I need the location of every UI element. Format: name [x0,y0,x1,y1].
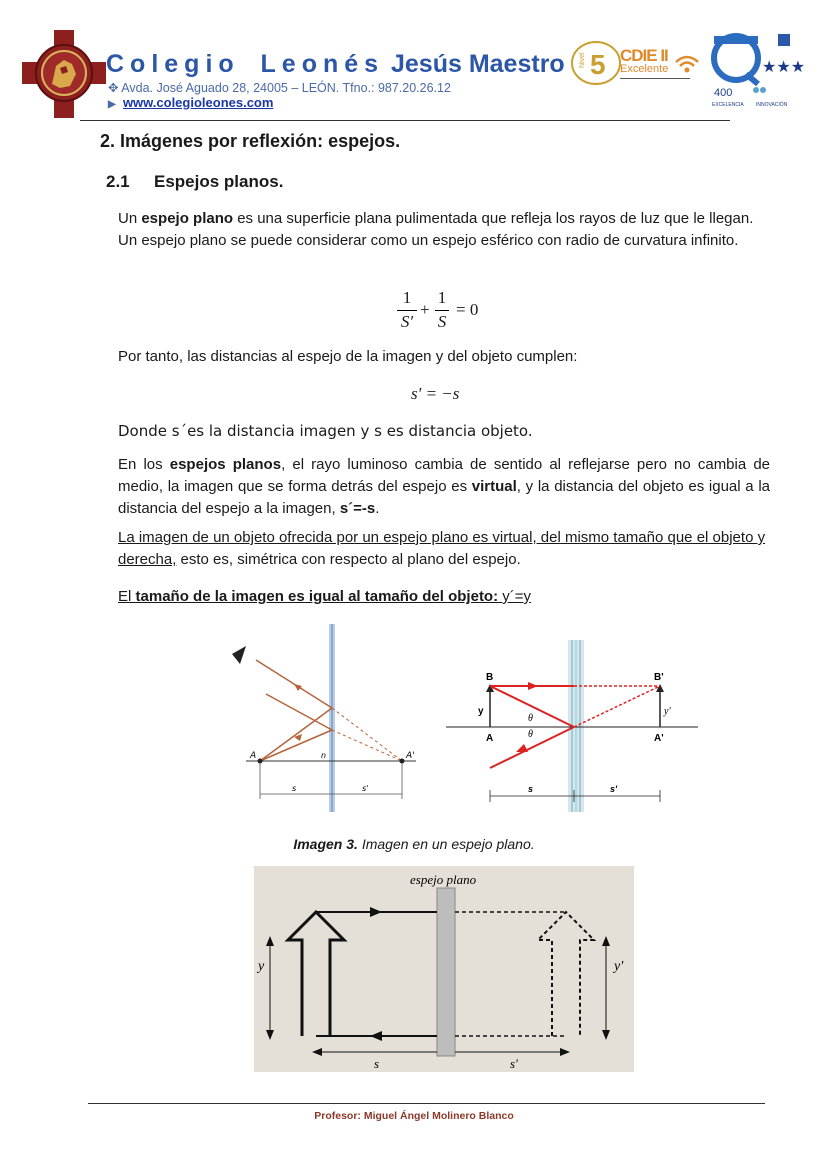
svg-text:θ: θ [528,713,533,724]
arrow-bullet-icon: ▶ [108,99,116,110]
paragraph-plane-mirrors: En los espejos planos, el rayo luminoso cambia de sentido al reflejarse pero no cambia de medio, la imagen que se forma detrás del espejo es virtual, y la distancia del objeto es igual a la distancia del espejo a la imagen, s´=-s. [118,456,771,517]
svg-text:s': s' [610,784,618,794]
formula-s-equals-minus-s: s′ = −s [411,384,460,403]
footer-author: Profesor: Miguel Ángel Molinero Blanco [314,1110,514,1122]
svg-text:θ: θ [528,729,533,740]
svg-text:s': s' [510,1056,518,1071]
svg-text:s: s [292,784,297,793]
svg-text:B': B' [654,672,664,683]
svg-text:400: 400 [714,87,733,99]
nivel-5-badge [570,40,622,86]
svg-text:A: A [486,733,494,744]
formula-mirror-equation: 1 S′ + 1 S = 0 [396,288,506,338]
svg-text:y': y' [664,706,671,717]
school-crest-logo [20,28,108,120]
svg-text:A': A' [654,733,664,744]
svg-text:y: y [258,959,265,974]
svg-text:s: s [374,1056,380,1071]
figure-mirror-object-image [446,640,706,812]
school-name: Colegio Leonés Jesús Maestro [106,50,565,78]
figure-plane-mirror-rays [226,624,426,816]
school-address: ✥ Avda. José Aguado 28, 24005 – LEÓN. Tfno.: 987.20.26.12 [108,81,451,95]
svg-text:espejo plano: espejo plano [410,872,477,887]
school-website [108,95,273,110]
svg-text:s: s [528,784,534,794]
svg-text:★★★: ★★★ [762,57,806,76]
paragraph-size: El tamaño de la imagen es igual al tamaño del objeto: y´=y [118,588,532,605]
svg-text:Nivel: Nivel [579,52,586,68]
svg-text:5: 5 [590,49,606,80]
paragraph-definition: Un espejo plano es una superficie plana pulimentada que refleja los rayos de luz que le llegan. Un espejo plano se puede considerar como un espejo esférico con radio de curvatura infinito. [118,210,754,249]
wifi-icon [674,52,700,74]
subsection-heading: 2.1 Espejos planos. [106,172,284,191]
svg-text:EXCELENCIA: EXCELENCIA [712,102,744,108]
figure-plane-mirror-arrows [254,866,634,1072]
svg-text:B: B [486,672,494,683]
svg-text:s': s' [362,784,369,793]
svg-text:y': y' [614,959,624,974]
paragraph-where: Donde s´es la distancia imagen y s es distancia objeto. [118,422,533,440]
eye-icon [232,646,246,664]
figure-caption: Imagen 3. Imagen en un espejo plano. [293,836,535,852]
header-divider [80,120,730,121]
paragraph-image-properties: La imagen de un objeto ofrecida por un espejo plano es virtual, del mismo tamaño que el objeto y derecha, esto es, simétrica con respecto al plano del espejo. [118,529,766,568]
paragraph-distances: Por tanto, las distancias al espejo de la imagen y del objeto cumplen: [118,348,578,365]
svg-text:INNOVACIÓN: INNOVACIÓN [756,102,788,108]
quality-q-badge [706,30,806,110]
section-heading: 2. Imágenes por reflexión: espejos. [100,131,401,151]
diamond-bullet-icon: ✥ [108,81,119,95]
footer-divider [88,1103,765,1104]
svg-text:n: n [321,751,327,760]
website-link[interactable]: www.colegioleones.com [122,95,274,110]
svg-text:A: A [250,751,257,761]
cdeii-badge: CDIE II Excelente [620,46,700,79]
svg-text:A': A' [406,751,415,761]
svg-text:y: y [478,706,484,717]
